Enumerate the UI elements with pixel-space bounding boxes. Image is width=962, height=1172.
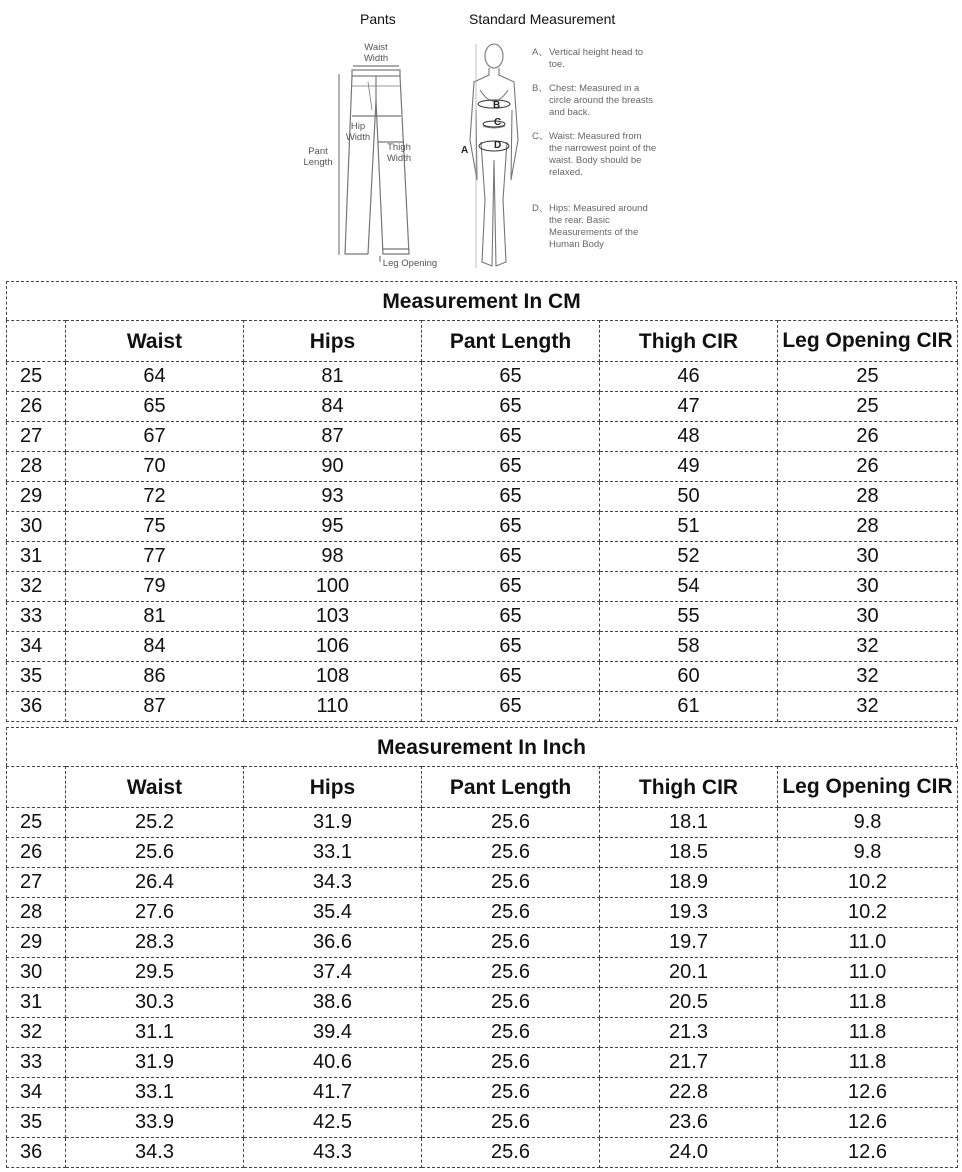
- legend-key: B、: [532, 83, 548, 94]
- hips-cell: 35.4: [244, 898, 422, 928]
- hips-cell: 103: [244, 602, 422, 632]
- waist-cell: 29.5: [66, 958, 244, 988]
- pant-length-cell: 65: [422, 602, 600, 632]
- cm-size-table: [6, 320, 958, 722]
- legend-text: Waist: Measured from the narrowest point of the waist. Body should be relaxed.: [549, 131, 657, 178]
- leg-opening-label: Leg Opening: [382, 258, 438, 269]
- leg-opening-cir-cell: 9.8: [778, 838, 958, 868]
- size-cell: 31: [7, 542, 66, 572]
- hip-width-label: Hip Width: [345, 121, 371, 143]
- inch-size-table: [6, 766, 958, 1168]
- leg-opening-cir-cell: 32: [778, 692, 958, 722]
- pant-length-cell: 25.6: [422, 1018, 600, 1048]
- pant-length-cell: 25.6: [422, 1078, 600, 1108]
- legend-item-c: [532, 131, 657, 179]
- size-cell: 34: [7, 632, 66, 662]
- cm-table-title: Measurement In CM: [6, 281, 957, 320]
- waist-cell: 75: [66, 512, 244, 542]
- hips-cell: 43.3: [244, 1138, 422, 1168]
- size-cell: 36: [7, 1138, 66, 1168]
- pant-length-cell: 65: [422, 452, 600, 482]
- table-header-row: [7, 321, 958, 362]
- leg-opening-cir-cell: 10.2: [778, 898, 958, 928]
- waist-column-header: Waist: [66, 767, 244, 808]
- cm-table-body: [7, 362, 958, 722]
- thigh-cir-cell: 20.1: [600, 958, 778, 988]
- size-cell: 33: [7, 1048, 66, 1078]
- size-cell: 28: [7, 898, 66, 928]
- waist-cell: 31.1: [66, 1018, 244, 1048]
- body-letter-b: B: [493, 100, 501, 111]
- pant-length-cell: 25.6: [422, 958, 600, 988]
- size-cell: 33: [7, 602, 66, 632]
- table-row: [7, 662, 958, 692]
- size-cell: 27: [7, 422, 66, 452]
- hips-cell: 84: [244, 392, 422, 422]
- waist-cell: 27.6: [66, 898, 244, 928]
- leg-opening-cir-cell: 25: [778, 362, 958, 392]
- leg-opening-cir-cell: 12.6: [778, 1078, 958, 1108]
- thigh-cir-cell: 47: [600, 392, 778, 422]
- size-cell: 28: [7, 452, 66, 482]
- leg-opening-cir-cell: 30: [778, 602, 958, 632]
- leg-opening-cir-cell: 12.6: [778, 1138, 958, 1168]
- body-illustration: [470, 44, 518, 266]
- size-cell: 25: [7, 362, 66, 392]
- thigh-width-label: Thigh Width: [386, 142, 412, 164]
- legend-item-b: [532, 83, 657, 119]
- hips-cell: 40.6: [244, 1048, 422, 1078]
- waist-cell: 67: [66, 422, 244, 452]
- waist-cell: 31.9: [66, 1048, 244, 1078]
- pant-length-cell: 25.6: [422, 808, 600, 838]
- hips-column-header: Hips: [244, 321, 422, 362]
- thigh-cir-cell: 20.5: [600, 988, 778, 1018]
- pant-length-cell: 65: [422, 632, 600, 662]
- legend-key: D、: [532, 203, 549, 214]
- table-row: [7, 512, 958, 542]
- table-row: [7, 1018, 958, 1048]
- size-cell: 30: [7, 512, 66, 542]
- table-row: [7, 482, 958, 512]
- leg-opening-cir-cell: 11.8: [778, 988, 958, 1018]
- thigh-cir-cell: 23.6: [600, 1108, 778, 1138]
- cm-measurement-table: [6, 281, 957, 722]
- table-row: [7, 868, 958, 898]
- pant-length-cell: 25.6: [422, 868, 600, 898]
- hips-cell: 38.6: [244, 988, 422, 1018]
- hips-cell: 41.7: [244, 1078, 422, 1108]
- size-cell: 32: [7, 1018, 66, 1048]
- table-row: [7, 1138, 958, 1168]
- size-cell: 31: [7, 988, 66, 1018]
- leg-opening-cir-cell: 26: [778, 452, 958, 482]
- table-row: [7, 572, 958, 602]
- thigh-cir-cell: 58: [600, 632, 778, 662]
- leg-opening-cir-cell: 28: [778, 512, 958, 542]
- thigh-cir-cell: 49: [600, 452, 778, 482]
- leg-opening-cir-cell: 11.8: [778, 1048, 958, 1078]
- leg-opening-cir-cell: 32: [778, 662, 958, 692]
- hips-cell: 93: [244, 482, 422, 512]
- pant-length-cell: 65: [422, 572, 600, 602]
- pant-length-cell: 25.6: [422, 898, 600, 928]
- hips-cell: 100: [244, 572, 422, 602]
- thigh-cir-cell: 52: [600, 542, 778, 572]
- body-letter-d: D: [494, 140, 502, 151]
- waist-cell: 84: [66, 632, 244, 662]
- size-cell: 35: [7, 662, 66, 692]
- waist-cell: 25.2: [66, 808, 244, 838]
- hips-cell: 87: [244, 422, 422, 452]
- leg-opening-cir-column-header: Leg Opening CIR: [778, 321, 958, 362]
- thigh-cir-cell: 22.8: [600, 1078, 778, 1108]
- table-header-row: [7, 767, 958, 808]
- table-row: [7, 392, 958, 422]
- thigh-cir-cell: 55: [600, 602, 778, 632]
- table-row: [7, 838, 958, 868]
- waist-cell: 33.9: [66, 1108, 244, 1138]
- pant-length-cell: 65: [422, 482, 600, 512]
- waist-cell: 26.4: [66, 868, 244, 898]
- legend-item-a: [532, 47, 657, 71]
- size-cell: 27: [7, 868, 66, 898]
- body-letter-c: C: [494, 117, 502, 128]
- diagram-drawing: [0, 0, 962, 278]
- leg-opening-cir-cell: 11.0: [778, 958, 958, 988]
- leg-opening-cir-cell: 9.8: [778, 808, 958, 838]
- waist-cell: 30.3: [66, 988, 244, 1018]
- hips-cell: 36.6: [244, 928, 422, 958]
- pant-length-cell: 65: [422, 392, 600, 422]
- table-row: [7, 988, 958, 1018]
- pant-length-cell: 65: [422, 422, 600, 452]
- legend-text: Hips: Measured around the rear. Basic Measurements of the Human Body: [549, 203, 648, 250]
- size-cell: 26: [7, 392, 66, 422]
- thigh-cir-column-header: Thigh CIR: [600, 321, 778, 362]
- standard-measurement-title: Standard Measurement: [469, 11, 616, 27]
- waist-cell: 64: [66, 362, 244, 392]
- pant-length-cell: 25.6: [422, 838, 600, 868]
- thigh-cir-cell: 24.0: [600, 1138, 778, 1168]
- inch-table-title: Measurement In Inch: [6, 727, 957, 766]
- pant-length-column-header: Pant Length: [422, 767, 600, 808]
- pant-length-cell: 65: [422, 362, 600, 392]
- leg-opening-cir-column-header: Leg Opening CIR: [778, 767, 958, 808]
- hips-cell: 108: [244, 662, 422, 692]
- body-letter-a: A: [461, 145, 469, 156]
- inch-measurement-table: [6, 727, 957, 1168]
- waist-width-label: Waist Width: [363, 42, 389, 64]
- measurement-diagram: [0, 0, 962, 278]
- legend-key: A、: [532, 47, 548, 58]
- table-row: [7, 958, 958, 988]
- size-column-header: [7, 767, 66, 808]
- inch-table-body: [7, 808, 958, 1168]
- table-row: [7, 362, 958, 392]
- size-cell: 35: [7, 1108, 66, 1138]
- pant-length-cell: 65: [422, 512, 600, 542]
- legend-key: C、: [532, 131, 549, 142]
- leg-opening-cir-cell: 25: [778, 392, 958, 422]
- thigh-cir-cell: 21.7: [600, 1048, 778, 1078]
- hips-cell: 95: [244, 512, 422, 542]
- pant-length-cell: 25.6: [422, 928, 600, 958]
- size-cell: 26: [7, 838, 66, 868]
- thigh-cir-cell: 46: [600, 362, 778, 392]
- hips-column-header: Hips: [244, 767, 422, 808]
- leg-opening-cir-cell: 26: [778, 422, 958, 452]
- waist-cell: 33.1: [66, 1078, 244, 1108]
- thigh-cir-cell: 50: [600, 482, 778, 512]
- table-row: [7, 692, 958, 722]
- thigh-cir-cell: 60: [600, 662, 778, 692]
- hips-cell: 33.1: [244, 838, 422, 868]
- size-column-header: [7, 321, 66, 362]
- table-row: [7, 1108, 958, 1138]
- thigh-cir-cell: 18.9: [600, 868, 778, 898]
- leg-opening-cir-cell: 11.8: [778, 1018, 958, 1048]
- table-row: [7, 898, 958, 928]
- table-row: [7, 602, 958, 632]
- hips-cell: 98: [244, 542, 422, 572]
- waist-cell: 86: [66, 662, 244, 692]
- waist-cell: 65: [66, 392, 244, 422]
- table-row: [7, 928, 958, 958]
- leg-opening-cir-cell: 11.0: [778, 928, 958, 958]
- pant-length-cell: 25.6: [422, 1138, 600, 1168]
- pant-length-cell: 25.6: [422, 1048, 600, 1078]
- table-row: [7, 808, 958, 838]
- waist-cell: 34.3: [66, 1138, 244, 1168]
- legend-text: Vertical height head to toe.: [549, 47, 644, 70]
- pant-length-cell: 25.6: [422, 988, 600, 1018]
- size-cell: 29: [7, 928, 66, 958]
- pant-length-cell: 65: [422, 542, 600, 572]
- waist-cell: 28.3: [66, 928, 244, 958]
- waist-cell: 87: [66, 692, 244, 722]
- waist-cell: 81: [66, 602, 244, 632]
- table-row: [7, 452, 958, 482]
- hips-cell: 110: [244, 692, 422, 722]
- table-row: [7, 1078, 958, 1108]
- thigh-cir-cell: 19.7: [600, 928, 778, 958]
- thigh-cir-cell: 48: [600, 422, 778, 452]
- thigh-cir-cell: 19.3: [600, 898, 778, 928]
- size-cell: 34: [7, 1078, 66, 1108]
- hips-cell: 42.5: [244, 1108, 422, 1138]
- thigh-cir-cell: 61: [600, 692, 778, 722]
- table-row: [7, 422, 958, 452]
- hips-cell: 34.3: [244, 868, 422, 898]
- leg-opening-cir-cell: 12.6: [778, 1108, 958, 1138]
- table-row: [7, 632, 958, 662]
- pant-length-cell: 25.6: [422, 1108, 600, 1138]
- table-row: [7, 1048, 958, 1078]
- waist-cell: 72: [66, 482, 244, 512]
- thigh-cir-cell: 18.1: [600, 808, 778, 838]
- legend-item-d: [532, 203, 657, 251]
- hips-cell: 37.4: [244, 958, 422, 988]
- leg-opening-cir-cell: 28: [778, 482, 958, 512]
- pants-arrows: [339, 66, 409, 262]
- table-row: [7, 542, 958, 572]
- size-cell: 32: [7, 572, 66, 602]
- pant-length-column-header: Pant Length: [422, 321, 600, 362]
- waist-cell: 70: [66, 452, 244, 482]
- pant-length-cell: 65: [422, 692, 600, 722]
- size-cell: 25: [7, 808, 66, 838]
- size-cell: 29: [7, 482, 66, 512]
- hips-cell: 31.9: [244, 808, 422, 838]
- size-cell: 30: [7, 958, 66, 988]
- waist-cell: 77: [66, 542, 244, 572]
- leg-opening-cir-cell: 10.2: [778, 868, 958, 898]
- leg-opening-cir-cell: 32: [778, 632, 958, 662]
- thigh-cir-cell: 51: [600, 512, 778, 542]
- pant-length-label: Pant Length: [303, 146, 333, 168]
- hips-cell: 81: [244, 362, 422, 392]
- pants-title: Pants: [360, 11, 396, 27]
- pant-length-cell: 65: [422, 662, 600, 692]
- thigh-cir-cell: 18.5: [600, 838, 778, 868]
- thigh-cir-cell: 21.3: [600, 1018, 778, 1048]
- legend-text: Chest: Measured in a circle around the breasts and back.: [549, 83, 654, 118]
- hips-cell: 106: [244, 632, 422, 662]
- leg-opening-cir-cell: 30: [778, 572, 958, 602]
- size-cell: 36: [7, 692, 66, 722]
- waist-cell: 79: [66, 572, 244, 602]
- leg-opening-cir-cell: 30: [778, 542, 958, 572]
- hips-cell: 90: [244, 452, 422, 482]
- waist-column-header: Waist: [66, 321, 244, 362]
- waist-cell: 25.6: [66, 838, 244, 868]
- hips-cell: 39.4: [244, 1018, 422, 1048]
- thigh-cir-cell: 54: [600, 572, 778, 602]
- thigh-cir-column-header: Thigh CIR: [600, 767, 778, 808]
